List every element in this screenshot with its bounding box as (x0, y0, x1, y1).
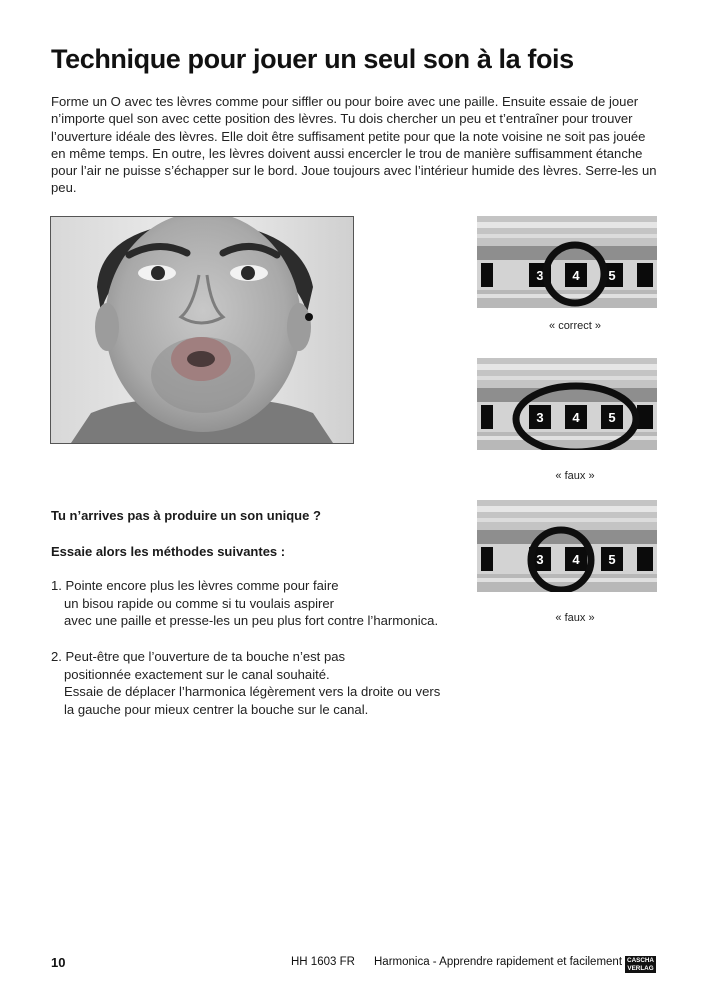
hole-number-5: 5 (608, 268, 616, 283)
page-title: Technique pour jouer un seul son à la fois (51, 44, 574, 74)
logo-line-2: VERLAG (627, 964, 654, 972)
caption-wrong-offset: « faux » (555, 612, 595, 624)
question-heading: Tu n’arrives pas à produire un son unique ? (51, 508, 321, 523)
caption-wrong-wide: « faux » (555, 470, 595, 482)
method-2-line-1: 2. Peut-être que l’ouverture de ta bouche n’est pas (51, 649, 346, 664)
method-1-line-1: 1. Pointe encore plus les lèvres comme pour faire (51, 578, 339, 593)
method-item-1 (51, 577, 461, 630)
hole-number-5: 5 (608, 552, 616, 567)
hole-number-4: 4 (572, 410, 580, 425)
hole-number-4: 4 (572, 268, 580, 283)
method-1-line-2: un bisou rapide ou comme si tu voulais aspirer (64, 595, 335, 611)
series-title: Harmonica - Apprendre rapidement et facilement (374, 956, 623, 968)
methods-heading: Essaie alors les méthodes suivantes : (51, 544, 286, 559)
method-1-line-3: avec une paille et presse-les un peu plus fort contre l’harmonica. (64, 613, 439, 629)
method-2-line-3: Essaie de déplacer l’harmonica légèrement vers la droite ou vers (64, 684, 441, 700)
intro-paragraph: Forme un O avec tes lèvres comme pour siffler ou pour boire avec une paille. Ensuite essaie de jouer n’importe quel son avec cette position des lèvres. Tu dois chercher un peu et t’entraîner pour trouver l’ouverture idéale des lèvres. Elle doit être suffisament petite pour que la note voisine ne soit pas jouée en même temps. En outre, les lèvres doivent aussi encercler le trou de manière suffisamment étanche pour l’air ne puisse s’échapper sur le bord. Joue toujours avec l’intérieur humide des lèvres. Serre-les un peu. (51, 94, 657, 196)
hole-number-5: 5 (608, 410, 616, 425)
method-item-2 (51, 648, 461, 718)
lips-photo (50, 216, 354, 444)
publisher-logo (625, 956, 656, 973)
method-2-line-4: la gauche pour mieux centrer la bouche sur le canal. (64, 701, 369, 717)
hole-number-3: 3 (536, 410, 544, 425)
caption-correct: « correct » (549, 320, 601, 332)
method-2-line-2: positionnée exactement sur le canal souhaité. (64, 666, 330, 682)
page-number: 10 (51, 955, 66, 970)
harmonica-diagram-correct (477, 216, 657, 308)
hole-number-4: 4 (572, 552, 580, 567)
book-code: HH 1603 FR (291, 956, 355, 968)
harmonica-diagram-wrong-wide (477, 358, 657, 450)
hole-number-3: 3 (536, 552, 544, 567)
harmonica-diagram-wrong-offset (477, 500, 657, 592)
logo-line-1: CASCHA (627, 957, 654, 964)
hole-number-3: 3 (536, 268, 544, 283)
